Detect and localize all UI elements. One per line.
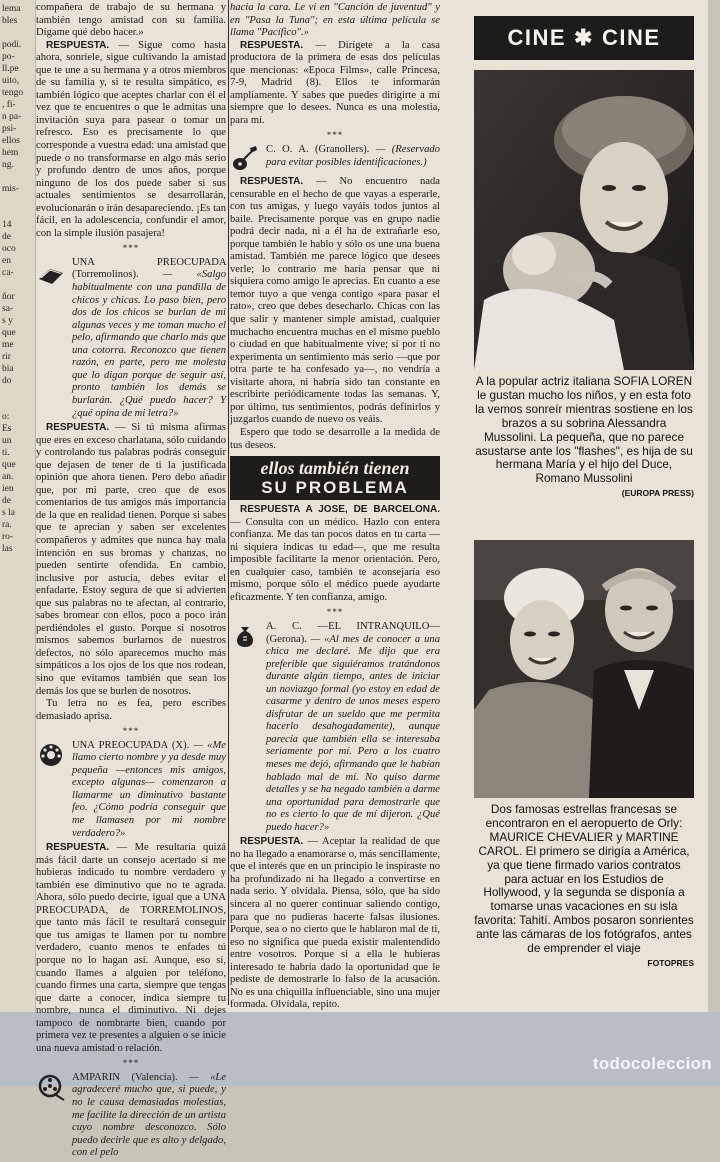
photo-credit: (EUROPA PRESS) (621, 488, 694, 499)
letter-location: (Gerona). (266, 633, 307, 645)
photo-credit: FOTOPRES (647, 957, 694, 968)
separator: *** (326, 130, 344, 141)
answer-label: RESPUESTA. (46, 422, 110, 434)
letter-signature: UNA PREOCUPADA (X). (72, 739, 190, 751)
letter-location: (Valencia). (131, 1071, 178, 1083)
letter (230, 621, 440, 834)
cine-column (448, 0, 708, 1006)
edge-fragment: de (2, 496, 11, 506)
edge-fragment: ll.pe (2, 64, 19, 74)
edge-fragment: sa- (2, 304, 14, 314)
edge-fragment: ca- (2, 268, 14, 278)
previous-page-edge (0, 0, 36, 1012)
letter-signature: C. O. A. (266, 144, 309, 156)
edge-fragment: las (2, 544, 13, 554)
edge-fragment: podi. (2, 40, 22, 50)
letter-location: (Torremolinos). (72, 269, 139, 281)
separator: *** (326, 607, 344, 618)
letter-text: — «Al mes de conocer a una chica me declaré. Me dijo que era preferible que siguiéramos tratándonos durante algún tiempo, antes de iniciar un noviazgo formal (yo estoy en edad de casarme y dentro de unos meses espero disfrutar de un sueldo que me permita hacerlo desahogadamente), aunque parecía que también ella se interesaba seriamente por mí. Pero a los cuatro meses me dejó, afirmando que le habían hablado mal de mí. No quiso darme detalles y se ha negado también a darme una oportunidad para demostrarle que no es cierto lo que de mí dijeron. ¿Qué puedo hacer?» (266, 633, 440, 833)
edge-fragment: ng. (2, 160, 14, 170)
letter-location: (Granollers). (315, 144, 370, 156)
edge-fragment: uito, (2, 76, 20, 86)
cine-header-right: CINE (601, 25, 661, 50)
answer-label: RESPUESTA. (46, 39, 110, 51)
cine-header-left: CINE (507, 25, 567, 50)
answer (36, 40, 226, 241)
separator: *** (122, 243, 140, 254)
telephone-dial-icon (36, 740, 66, 770)
answer-label: RESPUESTA. (240, 176, 304, 188)
photo-caption-1 (474, 375, 694, 501)
photo-sofia-loren-with-baby (474, 70, 694, 370)
answer-text: — Consulta con un médico. Hazlo con entera confianza. Me das tan pocos datos en tu carta —ni siquiera indicas tu edad—, que me resulta imposible facilitarte la menor orientación. Pero, en cualquier caso, también te aconsejaría eso mismo, porque sólo el médico puede ayudarte eficazmente. Y ten confianza, amigo. (230, 516, 440, 603)
edge-fragment: ñor (2, 292, 15, 302)
photo-chevalier-and-carol (474, 540, 694, 798)
edge-fragment: oco (2, 244, 16, 254)
letter-text (230, 2, 440, 40)
caption-text: A la popular actriz italiana SOFIA LOREN le gustan mucho los niños, y en esta foto la vemos sonreír mientras sostiene en los brazos a su sobrina Alessandra Mussolini. La pequeña, que no parece asustarse ante los "flashes", es hija de su hermana María y el hijo del Duce, Romano Mussolini (475, 374, 693, 486)
star-icon: ✱ (574, 25, 594, 50)
watermark: todocoleccion (592, 1054, 712, 1073)
edge-fragment: 14 (2, 220, 12, 230)
answer-text: — Dirígete a la casa productora de la primera de esas dos películas que mencionas: «Epoca Films», calle Princesa, 7-9, Madrid (8). Ellos te informarán ampliamente. Y sabes que puedes dirigirte a mí siempre que lo desees. Nunca es una molestia, para mí. (230, 39, 440, 126)
answer (230, 40, 440, 128)
letter (36, 1072, 226, 1160)
letter-text-continued: hacia la cara. Le vi en "Canción de juventud" y en "Pasa la Tuna"; en esta última película se llama "Pacífico".» (230, 2, 440, 39)
letter-signature: A. C. —EL INTRANQUILO— (266, 620, 440, 632)
answer (230, 504, 440, 604)
edge-fragment: ti. (2, 448, 10, 458)
edge-fragment: o: (2, 412, 10, 422)
film-reel-icon (36, 1072, 66, 1102)
answer-text: — Aceptar la realidad de que no ha llegado a enamorarse o, más sencillamente, que el interés que en un principio le inspiraste no ha profundizado ni ha llegado a convertirse en nada serio. Y olvídala. Piensa, sólo, que ha sido sincera al no querer continuar saliendo contigo, para que no pudieras hacerte falsas ilusiones. Porque, sea o no cierto que le hablaron mal de ti, eso no significa que pueda existir malentendido entre vosotros. Porque si a ella le hubieras interesado te habría dado la oportunidad que le pediste de demostrarle lo falso de la acusación. No es una chiquilla influenciable, sino una mujer formada. Olvídala, repito. (230, 836, 440, 1011)
edge-fragment: , fi- (2, 100, 16, 110)
edge-fragment: n pa- (2, 112, 22, 122)
cine-header (474, 16, 694, 60)
letter-signature: UNA PREOCUPADA (72, 256, 226, 268)
answer (230, 176, 440, 427)
edge-fragment: de (2, 232, 11, 242)
letter-text: — «Le agradeceré mucho que, si puede, y no le causa demasiadas molestias, me facilite la dirección de un artista cuyo nombre desconozco. Sólo puedo decirle que es alto y delgado, con el pelo (72, 1071, 227, 1159)
book-icon (36, 257, 66, 287)
answer-text: — Me resultaría quizá más fácil darte un consejo acertado si me hubieras indicado tu nombre verdadero y también ese diminutivo que no te agrada. Ahora, sólo puedo decirte, igual que a UNA PREOCUPADA, de TORREMOLINOS, que tanto más fácil te resultará conseguir que tus amigas te llamen por tu nombre verdadero, cuanto menos te enfades tú porque no lo hagan así. Aunque, eso sí, cuando llames a alguien por teléfono, cuando firmes una carta, siempre que tengas que darte a conocer, indica siempre tu nombre, nunca el diminutivo. Ni dejes tampoco de nombrarte bien, cuando por primera vez te presentes a alguien o se inicie una nueva amistad o relación. (36, 842, 226, 1054)
edge-fragment: hem (2, 148, 19, 158)
answer-label: RESPUESTA. (240, 836, 304, 848)
section-banner (230, 456, 440, 500)
separator: *** (122, 1058, 140, 1069)
letter-text: — (Reservado para evitar posibles identificaciones.) (266, 144, 440, 168)
answer (36, 842, 226, 1055)
answer-text: — Sigue como hasta ahora, sonríele, sigue cultivando la amistad que te une a su hermana y a otros miembros de su familia y, si te resulta simpático, es también lógico que aceptes charlar con él el vez que te encuentres o que le admitas una invitación suya para pasear o tomar un refresco. Eso es precisamente lo que corresponde a vuestra edad: una amistad que puede o no transformarse en algo más serio y profundo dentro de unos años, porque ninguno de los dos puede saber si sus actuales sentimientos se desarrollarán, evolucionarán o irán desapareciendo. ¡Es tan fácil, en la adolescencia, confundir el amor, con la simple ilusión pasajera! (36, 39, 227, 239)
edge-fragment: un (2, 436, 12, 446)
column-rule (228, 0, 229, 1005)
edge-fragment: do (2, 376, 12, 386)
answer-note: Espero que todo se desarrolle a la medida de tus deseos. (230, 426, 440, 451)
letter (230, 144, 440, 174)
answer (36, 422, 226, 698)
letter-signature: AMPARIN (72, 1071, 120, 1083)
edge-fragment: psi- (2, 124, 17, 134)
separator: *** (122, 726, 140, 737)
letter-text: — «Me llamo cierto nombre y ya desde muy pequeña —entonces mis amigos, excepto algunas— comenzaron a llamarme un diminutivo bastante feo. ¿Cómo podría conseguir que me llamasen por mi nombre verdadero?» (72, 739, 226, 839)
edge-fragment: ra. (2, 520, 12, 530)
photo-illustration (474, 540, 694, 798)
letter (36, 740, 226, 840)
letters-column-2 (230, 2, 440, 1012)
edge-fragment: me (2, 340, 14, 350)
answer-text: — Si tú misma afirmas que eres en exceso charlatana, sólo cuidando y controlando tus palabras podrás conseguir que dejasen de tener de ti la justificada opinión que ahora tienen. Pero debo añadir que, por mi parte, creo que de esos comentarios de tus amigos más importancia de la que en realidad tienen. Porque si sabes que te aprecian y saben ser excelentes compañeros y admites que nunca hay mala intención en sus bromas y chanzas, no pueden sentirte ofendida. En cambio, inclusive por astucia, debes evitar el enfadarte. Estoy segura de que si advierten que sus palabras no te afectan, al contrario, sabes bromear con ellos, poco a poco irán perdiéndoles el gusto. Porque si nosotros mismos sabemos burlarnos de nuestros defectos, no sólo aparecemos mucho más simpáticos a los ojos de los que nos rodean, sino que evitamos también que sean los demás los que se burlen de nosotros. (36, 422, 226, 697)
letter-text: — «Salgo habitualmente con una pandilla de chicos y chicas. Lo paso bien, pero dos de los chicos se burlan de mi algunas veces y me toman mucho el pelo, afirmando que charlo más que una cotorra. Reconozco que tienen razón, en parte, pero me molesta que lo digan porque de seguir así, pronto también los demás se burlarán. ¿Qué puedo hacer? Y ¿qué opina de mi letra?» (72, 269, 226, 419)
letter (36, 257, 226, 420)
answer-note: Tu letra no es fea, pero escribes demasiado aprisa. (36, 698, 226, 722)
banner-line-2: SU PROBLEMA (261, 478, 409, 498)
edge-fragment: que (2, 460, 16, 470)
edge-fragment: rir (2, 352, 11, 362)
edge-fragment: en (2, 256, 11, 266)
edge-fragment: an. (2, 472, 14, 482)
edge-fragment: mis- (2, 184, 19, 194)
edge-fragment: ellos (2, 136, 20, 146)
letter-text: compañera de trabajo de su hermana y también tengo amistad con su familia. Dígame qué debo hacer.» (36, 2, 226, 39)
edge-fragment: bia (2, 364, 14, 374)
edge-fragment: s la (2, 508, 15, 518)
edge-fragment: tengo (2, 88, 24, 98)
banner-line-1: ellos también tienen (260, 458, 410, 479)
answer-label: RESPUESTA. (240, 39, 304, 51)
photo-caption-2 (474, 803, 694, 971)
edge-fragment: s y (2, 316, 13, 326)
edge-fragment: Es (2, 424, 12, 434)
caption-text: Dos famosas estrellas francesas se encontraron en el aeropuerto de Orly: MAURICE CHEVALIER y MARTINE CAROL. El primero se dirigía a América, ya que tiene firmado varios contratos para actuar en los Estudios de Hollywood, y la segunda se disponía a tomarse unas vacaciones en su isla favorita: Tahití. Ambos posaron sonrientes ante las cámaras de los fotógrafos, antes de emprender el viaje (474, 802, 694, 956)
edge-fragment: po- (2, 52, 15, 62)
money-bag-icon (230, 621, 260, 651)
edge-fragment: bles (2, 16, 18, 26)
edge-fragment: lema (2, 4, 21, 14)
photo-illustration (474, 70, 694, 370)
edge-fragment: ien (2, 484, 14, 494)
answer-label: RESPUESTA A JOSE, DE BARCELONA. (240, 504, 440, 516)
guitar-icon (230, 144, 260, 174)
answer (230, 836, 440, 1012)
answer-label: RESPUESTA. (46, 842, 110, 854)
answer-text: — No encuentro nada censurable en el hecho de que vayas a esperarle, con tus amigas, y luego vayáis todos juntos al baile. Precisamente porque vas en grupo nadie podrá decir nada, ni a él ha de extrañarle eso, porque también le hablo y sólo os une una buena amistad. También me parece lógico que desees verle; lo contrario me haría pensar que ni siquiera como amigo le aprecias. En cuanto a ese temor tuyo a que venga contigo «para pasar el rato», creo que debes desecharlo. Chicas con las que salir y mantener simple amistad, cualquier muchacho encuentra muchas en el mismo pueblo o ciudad en que habitualmente vive; si por ti no experimenta un sentimiento más serio —que por otra parte te ha confesado ya—, no vendría a visitarte ahora, ni habría sido tan constante en escribirte periódicamente todas las semanas. Y, por último, tus sentimientos, podrás definirlos y juzgarlos cuando de nuevo os veáis. (230, 176, 441, 426)
edge-fragment: que (2, 328, 16, 338)
edge-fragment: ro- (2, 532, 14, 542)
letters-column-1 (36, 2, 226, 1162)
